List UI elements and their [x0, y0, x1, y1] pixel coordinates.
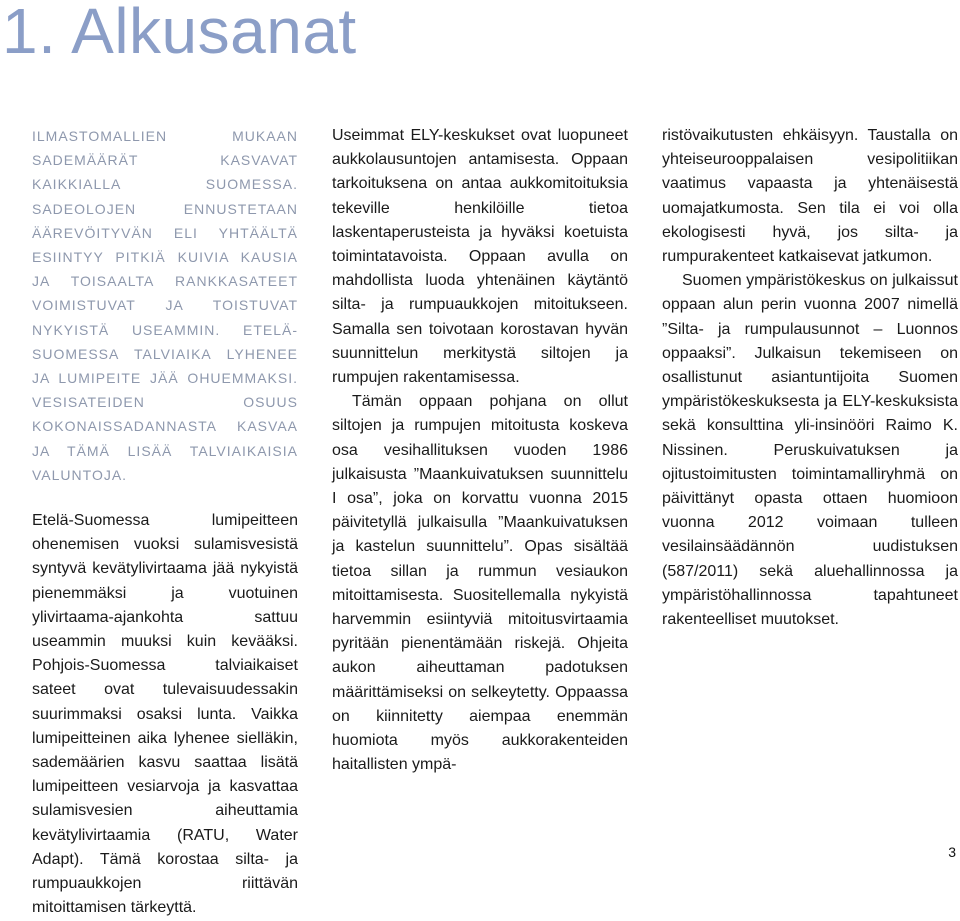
- text-column-1: [32, 124, 298, 921]
- text-column-2: [332, 124, 628, 777]
- page-title: 1. Alkusanat: [2, 0, 357, 67]
- body-paragraph: Etelä-Suomessa lumipeitteen ohenemisen vuoksi sulamisvesistä syntyvä kevätylivirtaama jää nykyistä pienemmäksi ja vuotuinen ylivirtaama-ajankohta sattuu useammin muuksi kuin kevääksi. Pohjois-Suomessa talviaikaiset sateet ovat tulevaisuudessakin suurimmaksi osaksi lunta. Vaikka lumipeitteinen aika lyhenee sielläkin, sademäärien kasvu saattaa lisätä lumipeitteen vesiarvoja ja kasvattaa sulamisvesien aiheuttamia kevätylivirtaamia (RATU, Water Adapt). Tämä korostaa silta- ja rumpuaukkojen riittävän mitoittamisen tärkeyttä.: [32, 512, 298, 917]
- body-paragraph: Useimmat ELY-keskukset ovat luopuneet aukkolausuntojen antamisesta. Oppaan tarkoituksena on antaa aukkomitoituksia tekeville henkilöille tietoa laskentaperusteista ja hyväksi koetuista toimintatavoista. Oppaan avulla on mahdollista luoda yhtenäinen käytäntö silta- ja rumpuaukkojen mitoitukseen. Samalla sen toivotaan korostavan hyvän suunnittelun merkitystä siltojen ja rumpujen rakentamisessa.: [332, 127, 628, 387]
- body-paragraph: Tämän oppaan pohjana on ollut siltojen ja rumpujen mitoitusta koskeva osa vesihallituksen vuoden 1986 julkaisusta ”Maankuivatuksen suunnittelu I osa”, joka on korvattu vuonna 2015 päivitetyllä julkaisulla ”Maankuivatuksen ja kastelun suunnittelu”. Opas sisältää tietoa sillan ja rummun vesiaukon mitoittamisesta. Suositellemalla nykyistä harvemmin esiintyviä mitoitusvirtaamia pyritään pienentämään riskejä. Ohjeita aukon aiheuttaman padotuksen määrittämiseksi on selkeytetty. Oppaassa on kiinnitetty aiempaa enemmän huomiota myös aukkorakenteiden haitallisten ympä-: [332, 393, 628, 774]
- text-column-3: [662, 124, 958, 632]
- body-paragraph: Suomen ympäristökeskus on julkaissut oppaan alun perin vuonna 2007 nimellä ”Silta- ja rumpulausunnot – Luonnos oppaaksi”. Julkaisun tekemiseen on osallistunut asiantuntijoita Suomen ympäristökeskuksesta ja ELY-keskuksista sekä konsulttina yli-insinööri Raimo K. Nissinen. Peruskuivatuksen ja ojitustoimitusten toimintamalliryhmä on päivittänyt opasta ottaen huomioon vuonna 2012 voimaan tulleen vesilainsäädännön uudistuksen (587/2011) sekä aluehallinnossa ja ympäristöhallinnossa tapahtuneet rakenteelliset muutokset.: [662, 272, 958, 629]
- page-number: 3: [948, 844, 956, 860]
- body-paragraph: ristövaikutusten ehkäisyyn. Taustalla on yhteiseurooppalaisen vesipolitiikan vaatimus vapaasta ja yhtenäisestä uomajatkumosta. Sen tila ei voi olla ekologisesti hyvä, jos silta- ja rumpurakenteet katkaisevat jatkumon.: [662, 127, 958, 266]
- lead-paragraph: ILMASTOMALLIEN MUKAAN SADEMÄÄRÄT KASVAVAT KAIKKIALLA SUOMESSA. SADEOLOJEN ENNUSTETAAN ÄÄREVÖITYVÄN ELI YHTÄÄLTÄ ESIINTYY PITKIÄ KUIVIA KAUSIA JA TOISAALTA RANKKASATEET VOIMISTUVAT JA TOISTUVAT NYKYISTÄ USEAMMIN. ETELÄ-SUOMESSA TALVIAIKA LYHENEE JA LUMIPEITE JÄÄ OHUEMMAKSI. VESISATEIDEN OSUUS KOKONAISSADANNASTA KASVAA JA TÄMÄ LISÄÄ TALVIAIKAISIA VALUNTOJA.: [32, 128, 298, 483]
